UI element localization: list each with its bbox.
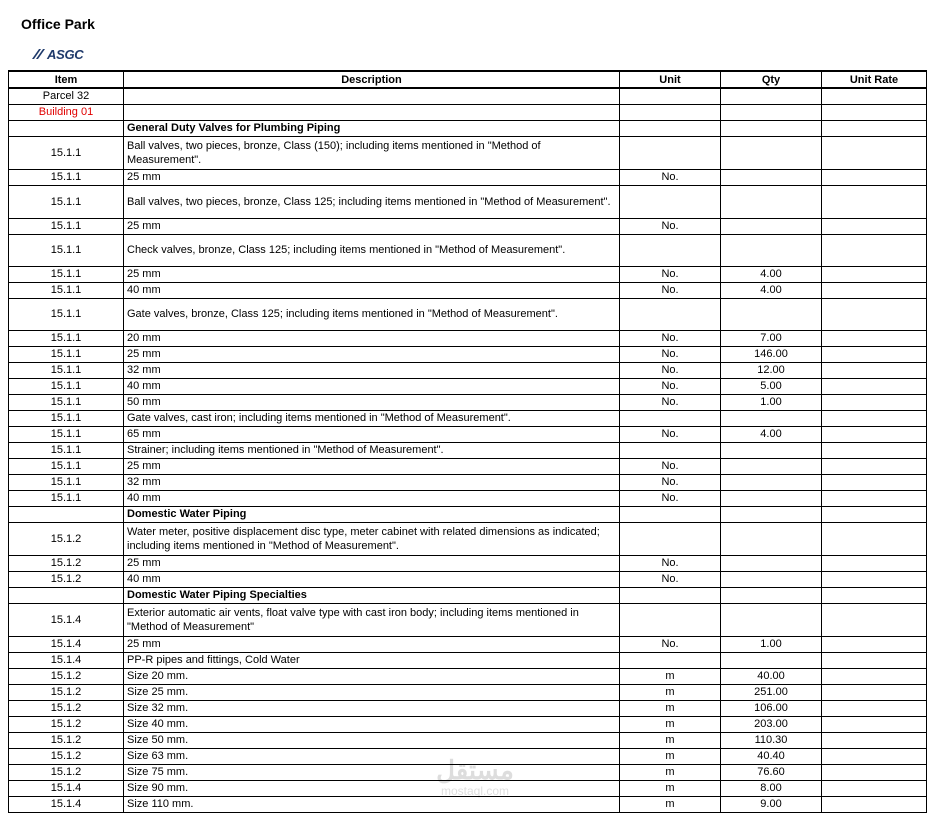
qty-cell	[721, 234, 822, 266]
unit-rate-cell	[822, 748, 927, 764]
unit-rate-cell	[822, 458, 927, 474]
table-row	[9, 474, 927, 490]
description-cell: Size 63 mm.	[124, 748, 620, 764]
unit-cell	[620, 104, 721, 120]
description-cell: 32 mm	[124, 474, 620, 490]
description-cell: Domestic Water Piping	[124, 506, 620, 522]
table-row	[9, 764, 927, 780]
unit-cell	[620, 603, 721, 636]
qty-cell: 146.00	[721, 346, 822, 362]
unit-cell	[620, 506, 721, 522]
table-row	[9, 298, 927, 330]
unit-cell	[620, 185, 721, 218]
description-cell: 25 mm	[124, 218, 620, 234]
item-cell: 15.1.2	[9, 700, 124, 716]
unit-rate-cell	[822, 378, 927, 394]
qty-cell: 106.00	[721, 700, 822, 716]
unit-cell: No.	[620, 571, 721, 587]
item-cell: 15.1.2	[9, 571, 124, 587]
qty-cell: 7.00	[721, 330, 822, 346]
table-row	[9, 490, 927, 506]
qty-cell: 251.00	[721, 684, 822, 700]
qty-cell	[721, 506, 822, 522]
item-cell: 15.1.1	[9, 169, 124, 185]
unit-rate-cell	[822, 668, 927, 684]
unit-rate-cell	[822, 298, 927, 330]
unit-cell: m	[620, 796, 721, 812]
unit-cell: No.	[620, 426, 721, 442]
page-title: Office Park	[21, 16, 95, 32]
unit-cell: No.	[620, 266, 721, 282]
unit-cell: m	[620, 668, 721, 684]
qty-cell	[721, 88, 822, 104]
unit-cell: m	[620, 716, 721, 732]
description-cell: Strainer; including items mentioned in "Method of Measurement".	[124, 442, 620, 458]
item-cell: 15.1.1	[9, 185, 124, 218]
description-cell: Size 40 mm.	[124, 716, 620, 732]
table-row	[9, 362, 927, 378]
company-logo	[30, 44, 83, 64]
table-row	[9, 234, 927, 266]
unit-cell: No.	[620, 346, 721, 362]
description-cell	[124, 88, 620, 104]
item-cell: 15.1.1	[9, 442, 124, 458]
unit-cell: No.	[620, 474, 721, 490]
item-cell: Building 01	[9, 104, 124, 120]
unit-rate-cell	[822, 506, 927, 522]
unit-rate-cell	[822, 410, 927, 426]
unit-rate-cell	[822, 330, 927, 346]
unit-cell	[620, 120, 721, 136]
unit-rate-cell	[822, 796, 927, 812]
item-cell: 15.1.4	[9, 652, 124, 668]
unit-cell: No.	[620, 636, 721, 652]
table-row	[9, 571, 927, 587]
item-cell: 15.1.2	[9, 764, 124, 780]
table-row	[9, 136, 927, 169]
table-row	[9, 330, 927, 346]
unit-rate-cell	[822, 282, 927, 298]
table-row	[9, 346, 927, 362]
table-row	[9, 700, 927, 716]
bill-of-quantities-table	[8, 70, 927, 813]
unit-rate-cell	[822, 136, 927, 169]
table-row	[9, 120, 927, 136]
item-cell	[9, 587, 124, 603]
unit-cell	[620, 410, 721, 426]
item-cell	[9, 120, 124, 136]
description-cell: 40 mm	[124, 378, 620, 394]
item-cell: 15.1.1	[9, 234, 124, 266]
item-cell: 15.1.2	[9, 732, 124, 748]
unit-rate-cell	[822, 442, 927, 458]
table-row	[9, 522, 927, 555]
table-row	[9, 796, 927, 812]
unit-rate-cell	[822, 362, 927, 378]
unit-cell: m	[620, 780, 721, 796]
qty-cell: 203.00	[721, 716, 822, 732]
qty-cell	[721, 490, 822, 506]
description-cell: Ball valves, two pieces, bronze, Class (150); including items mentioned in "Method of Measurement".	[124, 136, 620, 169]
qty-cell: 4.00	[721, 282, 822, 298]
unit-cell	[620, 587, 721, 603]
description-cell: Check valves, bronze, Class 125; including items mentioned in "Method of Measurement".	[124, 234, 620, 266]
description-cell: PP-R pipes and fittings, Cold Water	[124, 652, 620, 668]
description-cell: Size 20 mm.	[124, 668, 620, 684]
unit-rate-cell	[822, 571, 927, 587]
item-cell: 15.1.1	[9, 330, 124, 346]
qty-cell	[721, 458, 822, 474]
item-cell: 15.1.1	[9, 346, 124, 362]
unit-cell: m	[620, 700, 721, 716]
unit-rate-cell	[822, 474, 927, 490]
item-cell: 15.1.1	[9, 458, 124, 474]
qty-cell	[721, 120, 822, 136]
table-row	[9, 282, 927, 298]
table-row	[9, 378, 927, 394]
description-cell: 20 mm	[124, 330, 620, 346]
item-cell: 15.1.4	[9, 636, 124, 652]
item-cell: 15.1.2	[9, 522, 124, 555]
unit-rate-cell	[822, 764, 927, 780]
qty-cell	[721, 522, 822, 555]
qty-cell: 4.00	[721, 266, 822, 282]
item-cell: 15.1.2	[9, 748, 124, 764]
qty-cell	[721, 136, 822, 169]
unit-cell: No.	[620, 490, 721, 506]
unit-cell	[620, 298, 721, 330]
watermark-arabic: مستقل	[436, 755, 514, 785]
table-header-row	[9, 71, 927, 88]
qty-cell: 40.40	[721, 748, 822, 764]
qty-cell: 1.00	[721, 636, 822, 652]
column-header-qty: Qty	[721, 71, 822, 88]
unit-cell: m	[620, 764, 721, 780]
unit-cell: m	[620, 748, 721, 764]
table-row	[9, 603, 927, 636]
item-cell: 15.1.1	[9, 282, 124, 298]
table-row	[9, 88, 927, 104]
qty-cell	[721, 603, 822, 636]
table-row	[9, 426, 927, 442]
item-cell	[9, 506, 124, 522]
unit-rate-cell	[822, 522, 927, 555]
column-header-unit: Unit	[620, 71, 721, 88]
unit-rate-cell	[822, 234, 927, 266]
unit-rate-cell	[822, 732, 927, 748]
description-cell: 25 mm	[124, 169, 620, 185]
item-cell: 15.1.2	[9, 716, 124, 732]
item-cell: 15.1.1	[9, 426, 124, 442]
unit-cell: No.	[620, 555, 721, 571]
table-row	[9, 748, 927, 764]
description-cell: 40 mm	[124, 490, 620, 506]
table-row	[9, 668, 927, 684]
description-cell: Exterior automatic air vents, float valve type with cast iron body; including items mentioned in "Method of Measurement"	[124, 603, 620, 636]
table-row	[9, 652, 927, 668]
item-cell: 15.1.1	[9, 266, 124, 282]
unit-cell	[620, 442, 721, 458]
table-row	[9, 506, 927, 522]
qty-cell	[721, 652, 822, 668]
unit-rate-cell	[822, 346, 927, 362]
column-header-description: Description	[124, 71, 620, 88]
description-cell: 50 mm	[124, 394, 620, 410]
description-cell: Size 32 mm.	[124, 700, 620, 716]
unit-rate-cell	[822, 700, 927, 716]
description-cell: Ball valves, two pieces, bronze, Class 125; including items mentioned in "Method of Measurement".	[124, 185, 620, 218]
item-cell: 15.1.1	[9, 394, 124, 410]
table-row	[9, 442, 927, 458]
unit-rate-cell	[822, 185, 927, 218]
table-row	[9, 394, 927, 410]
unit-rate-cell	[822, 394, 927, 410]
description-cell: 25 mm	[124, 458, 620, 474]
unit-cell: No.	[620, 330, 721, 346]
column-header-item: Item	[9, 71, 124, 88]
unit-rate-cell	[822, 169, 927, 185]
table-row	[9, 716, 927, 732]
table-row	[9, 185, 927, 218]
qty-cell	[721, 410, 822, 426]
item-cell: 15.1.1	[9, 474, 124, 490]
unit-cell: No.	[620, 169, 721, 185]
unit-rate-cell	[822, 555, 927, 571]
qty-cell	[721, 442, 822, 458]
unit-cell: No.	[620, 362, 721, 378]
item-cell: 15.1.2	[9, 555, 124, 571]
description-cell: Size 75 mm.	[124, 764, 620, 780]
description-cell: 25 mm	[124, 636, 620, 652]
table-row	[9, 458, 927, 474]
unit-rate-cell	[822, 780, 927, 796]
unit-cell	[620, 234, 721, 266]
unit-rate-cell	[822, 636, 927, 652]
unit-rate-cell	[822, 684, 927, 700]
qty-cell	[721, 298, 822, 330]
qty-cell: 76.60	[721, 764, 822, 780]
unit-cell: m	[620, 732, 721, 748]
item-cell: 15.1.4	[9, 796, 124, 812]
table-row	[9, 684, 927, 700]
unit-rate-cell	[822, 587, 927, 603]
description-cell: Water meter, positive displacement disc type, meter cabinet with related dimensions as indicated; including items mentioned in "Method of Measurement".	[124, 522, 620, 555]
qty-cell: 5.00	[721, 378, 822, 394]
unit-rate-cell	[822, 120, 927, 136]
unit-rate-cell	[822, 104, 927, 120]
item-cell: 15.1.4	[9, 603, 124, 636]
table-row	[9, 587, 927, 603]
description-cell: General Duty Valves for Plumbing Piping	[124, 120, 620, 136]
column-header-unit-rate: Unit Rate	[822, 71, 927, 88]
qty-cell	[721, 587, 822, 603]
item-cell: 15.1.1	[9, 136, 124, 169]
unit-cell	[620, 652, 721, 668]
description-cell: Gate valves, cast iron; including items mentioned in "Method of Measurement".	[124, 410, 620, 426]
unit-cell	[620, 522, 721, 555]
unit-rate-cell	[822, 652, 927, 668]
qty-cell	[721, 555, 822, 571]
unit-cell	[620, 88, 721, 104]
qty-cell: 12.00	[721, 362, 822, 378]
description-cell: Domestic Water Piping Specialties	[124, 587, 620, 603]
table-row	[9, 555, 927, 571]
unit-cell: m	[620, 684, 721, 700]
qty-cell: 8.00	[721, 780, 822, 796]
unit-rate-cell	[822, 88, 927, 104]
qty-cell: 110.30	[721, 732, 822, 748]
unit-rate-cell	[822, 603, 927, 636]
item-cell: 15.1.1	[9, 298, 124, 330]
item-cell: 15.1.2	[9, 684, 124, 700]
qty-cell: 40.00	[721, 668, 822, 684]
item-cell: 15.1.1	[9, 410, 124, 426]
unit-cell: No.	[620, 394, 721, 410]
description-cell: 25 mm	[124, 266, 620, 282]
description-cell: Size 50 mm.	[124, 732, 620, 748]
unit-rate-cell	[822, 490, 927, 506]
unit-cell	[620, 136, 721, 169]
qty-cell	[721, 571, 822, 587]
table-row	[9, 266, 927, 282]
qty-cell: 1.00	[721, 394, 822, 410]
item-cell: Parcel 32	[9, 88, 124, 104]
unit-rate-cell	[822, 218, 927, 234]
description-cell: Size 90 mm.	[124, 780, 620, 796]
qty-cell: 9.00	[721, 796, 822, 812]
description-cell: Size 110 mm.	[124, 796, 620, 812]
description-cell: 40 mm	[124, 571, 620, 587]
unit-cell: No.	[620, 282, 721, 298]
description-cell: Size 25 mm.	[124, 684, 620, 700]
description-cell: 25 mm	[124, 346, 620, 362]
table-row	[9, 410, 927, 426]
table-row	[9, 732, 927, 748]
table-row	[9, 780, 927, 796]
logo-text: ASGC	[47, 46, 84, 62]
table-body	[9, 88, 927, 812]
qty-cell	[721, 169, 822, 185]
unit-rate-cell	[822, 426, 927, 442]
description-cell: 32 mm	[124, 362, 620, 378]
item-cell: 15.1.4	[9, 780, 124, 796]
description-cell: 40 mm	[124, 282, 620, 298]
table-row	[9, 169, 927, 185]
item-cell: 15.1.1	[9, 218, 124, 234]
table-row	[9, 218, 927, 234]
description-cell: 25 mm	[124, 555, 620, 571]
item-cell: 15.1.1	[9, 362, 124, 378]
qty-cell	[721, 104, 822, 120]
watermark-latin: mostaql.com	[440, 784, 510, 798]
item-cell: 15.1.2	[9, 668, 124, 684]
description-cell: Gate valves, bronze, Class 125; including items mentioned in "Method of Measurement".	[124, 298, 620, 330]
unit-rate-cell	[822, 716, 927, 732]
qty-cell	[721, 185, 822, 218]
unit-cell: No.	[620, 218, 721, 234]
item-cell: 15.1.1	[9, 490, 124, 506]
description-cell: 65 mm	[124, 426, 620, 442]
qty-cell: 4.00	[721, 426, 822, 442]
table-row	[9, 104, 927, 120]
qty-cell	[721, 218, 822, 234]
description-cell	[124, 104, 620, 120]
unit-rate-cell	[822, 266, 927, 282]
asgc-logo-icon	[30, 47, 46, 61]
unit-cell: No.	[620, 378, 721, 394]
table-row	[9, 636, 927, 652]
item-cell: 15.1.1	[9, 378, 124, 394]
qty-cell	[721, 474, 822, 490]
unit-cell: No.	[620, 458, 721, 474]
